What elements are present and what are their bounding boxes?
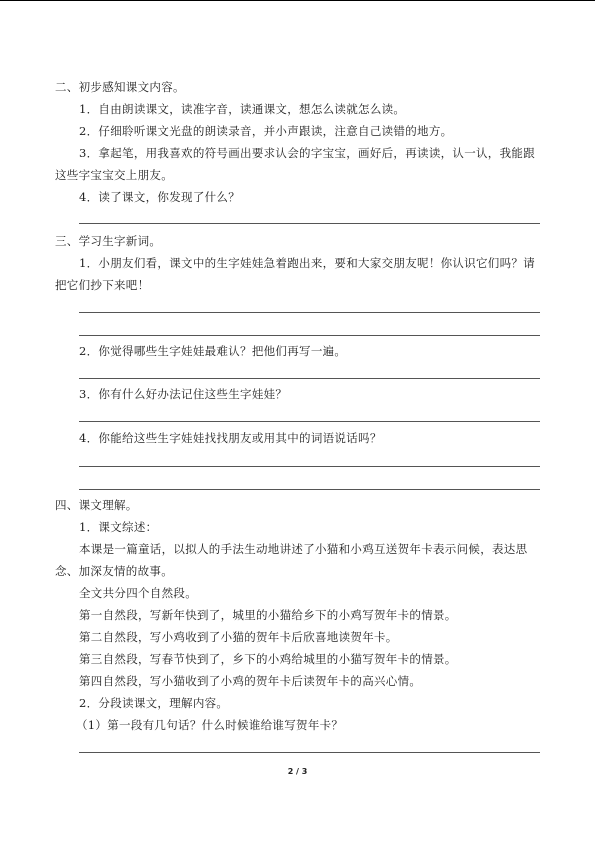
section-2-item-3-line-1: 3．拿起笔，用我喜欢的符号画出要求认会的字宝宝，画好后，再读读，认一认，我能跟 bbox=[79, 146, 536, 160]
paragraph-3-summary: 第三自然段，写春节快到了，乡下的小鸡给城里的小猫写贺年卡的情景。 bbox=[79, 652, 457, 666]
section-3-item-1-line-2: 把它们抄下来吧！ bbox=[55, 278, 150, 292]
section-2-heading: 二、初步感知课文内容。 bbox=[55, 80, 185, 94]
answer-line bbox=[79, 489, 540, 490]
answer-line bbox=[79, 466, 540, 467]
section-3-item-4: 4．你能给这些生字娃娃找找朋友或用其中的词语说话吗？ bbox=[79, 431, 382, 445]
paragraph-4-summary: 第四自然段，写小猫收到了小鸡的贺年卡后读贺年卡的高兴心情。 bbox=[79, 674, 422, 688]
section-4-heading: 四、课文理解。 bbox=[55, 498, 138, 512]
paragraphs-intro: 全文共分四个自然段。 bbox=[79, 586, 197, 600]
section-3-heading: 三、学习生字新词。 bbox=[55, 234, 162, 248]
section-3-item-3: 3．你有什么好办法记住这些生字娃娃？ bbox=[79, 387, 288, 401]
section-2-item-1: 1．自由朗读课文，读准字音，读通课文，想怎么读就怎么读。 bbox=[79, 102, 406, 116]
section-3-item-2: 2．你觉得哪些生字娃娃最难认？把他们再写一遍。 bbox=[79, 344, 347, 358]
answer-line bbox=[79, 335, 540, 336]
section-3-item-1-line-1: 1．小朋友们看，课文中的生字娃娃急着跑出来，要和大家交朋友呢！你认识它们吗？请 bbox=[79, 256, 536, 270]
summary-line-2: 念、加深友情的故事。 bbox=[55, 564, 173, 578]
section-2-item-3-line-2: 这些字宝宝交上朋友。 bbox=[55, 168, 173, 182]
paragraph-2-summary: 第二自然段，写小鸡收到了小猫的贺年卡后欣喜地读贺年卡。 bbox=[79, 630, 398, 644]
section-2-item-2: 2．仔细聆听课文光盘的朗读录音，并小声跟读，注意自己读错的地方。 bbox=[79, 124, 453, 138]
section-2-item-4: 4．读了课文，你发现了什么？ bbox=[79, 190, 241, 204]
answer-line bbox=[79, 312, 540, 313]
answer-line bbox=[79, 752, 540, 753]
question-1: （1）第一段有几句话？什么时候谁给谁写贺年卡？ bbox=[76, 718, 344, 732]
paragraph-1-summary: 第一自然段，写新年快到了，城里的小猫给乡下的小鸡写贺年卡的情景。 bbox=[79, 608, 457, 622]
section-4-item-2: 2．分段读课文，理解内容。 bbox=[79, 696, 229, 710]
answer-line bbox=[79, 223, 540, 224]
summary-line-1: 本课是一篇童话，以拟人的手法生动地讲述了小猫和小鸡互送贺年卡表示问候，表达思 bbox=[79, 542, 528, 556]
answer-line bbox=[79, 378, 540, 379]
page-number: 2 / 3 bbox=[287, 767, 308, 776]
answer-line bbox=[79, 421, 540, 422]
section-4-item-1: 1．课文综述： bbox=[79, 520, 158, 534]
